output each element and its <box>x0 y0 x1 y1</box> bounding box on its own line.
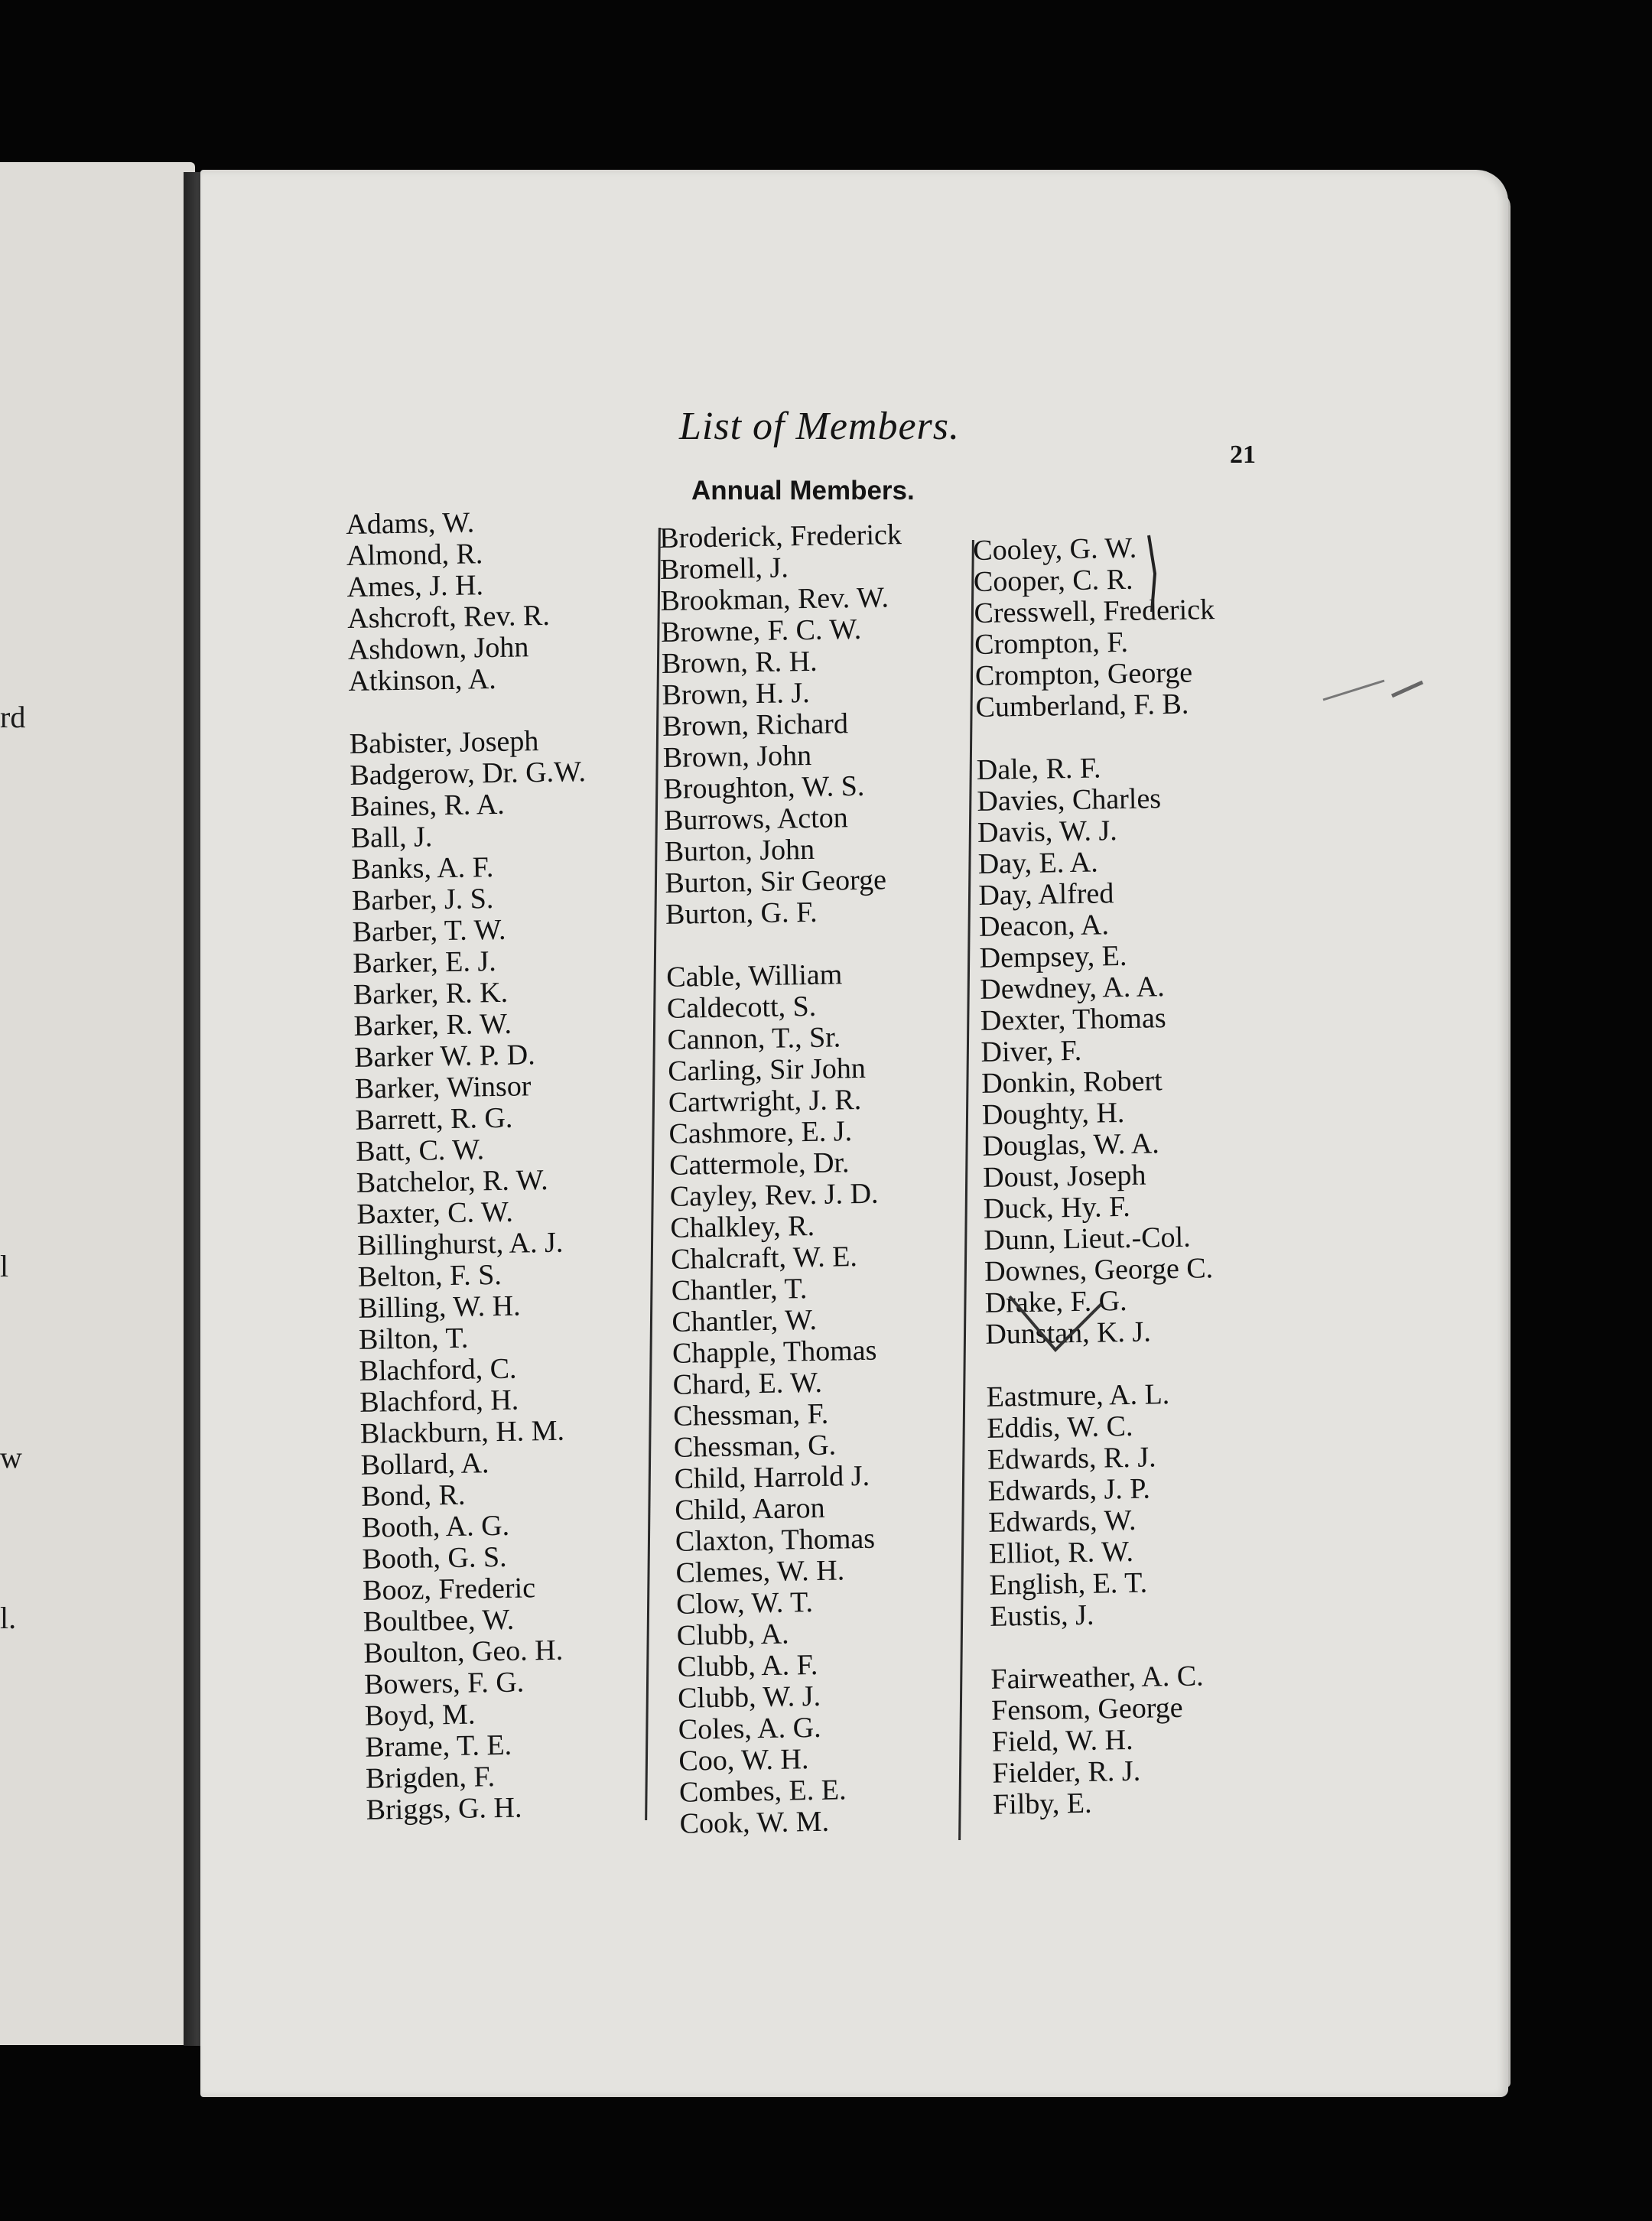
letter-gap <box>665 927 908 962</box>
member-entry: Ames, J. H. <box>346 569 484 603</box>
member-entry: Brown, H. J. <box>662 676 811 711</box>
member-entry: Batt, C. W. <box>355 1133 485 1168</box>
member-entry: Downes, George C. <box>984 1252 1214 1288</box>
member-entry: Brigden, F. <box>365 1761 496 1795</box>
member-entry: Clubb, A. F. <box>677 1648 818 1683</box>
member-entry: Douglas, W. A. <box>982 1127 1160 1163</box>
member-entry: Doughty, H. <box>981 1096 1125 1131</box>
member-entry: Clow, W. T. <box>675 1586 814 1621</box>
member-entry: Duck, Hy. F. <box>983 1190 1131 1225</box>
member-entry: Babister, Joseph <box>349 725 539 760</box>
member-entry: Booz, Frederic <box>362 1572 536 1607</box>
member-entry: Barber, T. W. <box>352 913 506 948</box>
member-entry: Day, Alfred <box>978 877 1114 912</box>
member-entry: Davies, Charles <box>977 782 1162 818</box>
member-entry: Crompton, George <box>974 656 1193 692</box>
member-entry: Cumberland, F. B. <box>975 688 1189 724</box>
member-entry: Boyd, M. <box>364 1698 476 1732</box>
member-entry: Broderick, Frederick <box>659 519 902 554</box>
facing-page <box>0 162 195 2045</box>
member-entry: Boultbee, W. <box>363 1603 515 1638</box>
facing-page-fragment: rd <box>0 700 26 734</box>
member-entry: Burton, John <box>664 833 815 868</box>
member-entry: Burton, G. F. <box>665 896 818 931</box>
member-entry: Cresswell, Frederick <box>974 593 1215 629</box>
member-entry: English, E. T. <box>989 1566 1148 1602</box>
member-entry: Dempsey, E. <box>979 939 1127 974</box>
member-entry: Burrows, Acton <box>663 802 849 837</box>
member-entry: Briggs, G. H. <box>366 1791 522 1826</box>
member-column-3 <box>973 532 1234 1821</box>
facing-page-fragment: l <box>0 1249 9 1283</box>
member-entry: Chessman, G. <box>673 1429 837 1464</box>
pencil-check-mark <box>1002 1281 1117 1365</box>
member-entry: Eastmure, A. L. <box>986 1378 1170 1413</box>
member-entry: Chalcraft, W. E. <box>670 1241 858 1276</box>
member-entry: Cayley, Rev. J. D. <box>669 1177 879 1213</box>
member-entry: Blachford, H. <box>359 1384 519 1419</box>
member-entry: Chessman, F. <box>673 1397 829 1432</box>
member-entry: Barker, R. K. <box>353 976 509 1011</box>
member-entry: Barker, E. J. <box>353 945 497 980</box>
letter-gap <box>976 720 1217 755</box>
member-entry: Ball, J. <box>350 821 433 854</box>
member-entry: Barber, J. S. <box>351 883 494 917</box>
member-entry: Filby, E. <box>992 1787 1092 1821</box>
member-entry: Batchelor, R. W. <box>356 1163 548 1199</box>
member-entry: Billing, W. H. <box>358 1289 521 1325</box>
member-entry: Eustis, J. <box>989 1598 1094 1633</box>
letter-gap <box>349 694 585 729</box>
letter-gap <box>990 1629 1231 1664</box>
member-entry: Chard, E. W. <box>672 1366 823 1401</box>
member-entry: Blachford, C. <box>359 1352 517 1387</box>
member-entry: Day, E. A. <box>977 846 1098 880</box>
member-entry: Claxton, Thomas <box>675 1522 876 1558</box>
member-entry: Bollard, A. <box>360 1447 489 1481</box>
member-entry: Dewdney, A. A. <box>980 971 1165 1006</box>
member-entry: Combes, E. E. <box>678 1774 847 1809</box>
member-entry: Child, Aaron <box>674 1491 825 1527</box>
member-entry: Cartwright, J. R. <box>668 1083 862 1119</box>
member-entry: Davis, W. J. <box>977 815 1118 849</box>
member-column-2 <box>659 519 922 1840</box>
member-entry: Booth, A. G. <box>361 1509 510 1544</box>
member-entry: Cannon, T., Sr. <box>667 1021 841 1056</box>
member-entry: Brown, Richard <box>662 707 849 743</box>
member-entry: Doust, Joseph <box>982 1159 1146 1194</box>
member-entry: Atkinson, A. <box>348 662 497 698</box>
member-entry: Clemes, W. H. <box>675 1554 845 1589</box>
facing-page-fragment: w <box>0 1440 22 1475</box>
member-entry: Cashmore, E. J. <box>668 1115 853 1150</box>
member-entry: Banks, A. F. <box>351 851 494 886</box>
member-entry: Carling, Sir John <box>667 1052 867 1088</box>
member-entry: Brookman, Rev. W. <box>660 581 889 617</box>
member-column-1 <box>346 506 603 1826</box>
member-entry: Bowers, F. G. <box>363 1666 525 1701</box>
member-entry: Billinghurst, A. J. <box>356 1226 564 1262</box>
member-entry: Donkin, Robert <box>980 1065 1163 1100</box>
member-entry: Field, W. H. <box>991 1723 1133 1758</box>
member-entry: Clubb, W. J. <box>677 1680 821 1715</box>
member-entry: Belton, F. S. <box>357 1258 502 1293</box>
member-entry: Cable, William <box>666 958 843 993</box>
member-entry: Bilton, T. <box>358 1322 469 1356</box>
member-entry: Diver, F. <box>980 1034 1082 1068</box>
member-entry: Chantler, W. <box>672 1303 818 1338</box>
pencil-mark <box>1132 528 1178 619</box>
member-entry: Clubb, A. <box>676 1618 789 1652</box>
member-entry: Cattermole, Dr. <box>668 1146 850 1182</box>
member-entry: Child, Harrold J. <box>674 1459 870 1495</box>
member-entry: Ashcroft, Rev. R. <box>346 599 551 635</box>
member-entry: Baxter, C. W. <box>356 1195 514 1231</box>
member-entry: Cooper, C. R. <box>973 563 1133 598</box>
member-entry: Brown, John <box>662 739 812 774</box>
member-entry: Burton, Sir George <box>665 863 887 899</box>
member-entry: Edwards, W. <box>987 1504 1137 1539</box>
section-heading: Annual Members. <box>691 476 915 506</box>
member-entry: Baines, R. A. <box>350 788 506 823</box>
page-number: 21 <box>1230 441 1256 469</box>
member-entry: Edwards, R. J. <box>987 1441 1156 1476</box>
member-entry: Fensom, George <box>990 1691 1183 1727</box>
member-entry: Cook, W. M. <box>679 1805 830 1840</box>
member-entry: Almond, R. <box>346 538 483 572</box>
member-entry: Fairweather, A. C. <box>990 1660 1204 1696</box>
member-entry: Chapple, Thomas <box>672 1334 877 1370</box>
member-entry: Chantler, T. <box>671 1273 808 1307</box>
member-entry: Eddis, W. C. <box>987 1410 1133 1445</box>
member-entry: Ashdown, John <box>347 631 529 666</box>
member-entry: Bond, R. <box>360 1478 466 1513</box>
member-entry: Dale, R. F. <box>976 752 1101 786</box>
member-entry: Boulton, Geo. H. <box>363 1634 564 1670</box>
member-entry: Bromell, J. <box>659 551 789 586</box>
member-entry: Edwards, J. P. <box>987 1472 1151 1507</box>
member-entry: Blackburn, H. M. <box>359 1414 565 1450</box>
member-entry: Deacon, A. <box>978 909 1110 943</box>
page-title: List of Members. <box>679 405 960 448</box>
member-entry: Barrett, R. G. <box>355 1101 513 1137</box>
member-entry: Barker W. P. D. <box>353 1039 536 1074</box>
member-entry: Fielder, R. J. <box>992 1754 1141 1790</box>
member-entry: Coles, A. G. <box>678 1711 821 1746</box>
member-entry: Cooley, G. W. <box>972 532 1137 567</box>
member-entry: Chalkley, R. <box>670 1209 815 1244</box>
pencil-stroke <box>1315 665 1430 711</box>
member-entry: Brown, R. H. <box>661 645 818 680</box>
member-entry: Brame, T. E. <box>365 1728 512 1764</box>
member-entry: Browne, F. C. W. <box>660 613 862 649</box>
member-entry: Crompton, F. <box>974 626 1129 661</box>
member-entry: Adams, W. <box>345 506 475 541</box>
member-entry: Broughton, W. S. <box>663 769 865 805</box>
member-entry: Badgerow, Dr. G.W. <box>350 756 587 792</box>
member-entry: Barker, R. W. <box>353 1007 512 1042</box>
member-entry: Dexter, Thomas <box>980 1002 1166 1037</box>
member-entry: Drake, F. G. <box>984 1284 1127 1319</box>
member-entry: Booth, G. S. <box>362 1540 507 1576</box>
member-entry: Barker, Winsor <box>354 1070 532 1105</box>
member-entry: Elliot, R. W. <box>988 1535 1134 1570</box>
member-entry: Coo, W. H. <box>678 1743 809 1777</box>
facing-page-fragment: l. <box>0 1601 17 1635</box>
member-entry: Caldecott, S. <box>666 990 817 1025</box>
member-entry: Dunn, Lieut.-Col. <box>984 1221 1191 1257</box>
member-entry: Dunstan, K. J. <box>985 1315 1152 1351</box>
